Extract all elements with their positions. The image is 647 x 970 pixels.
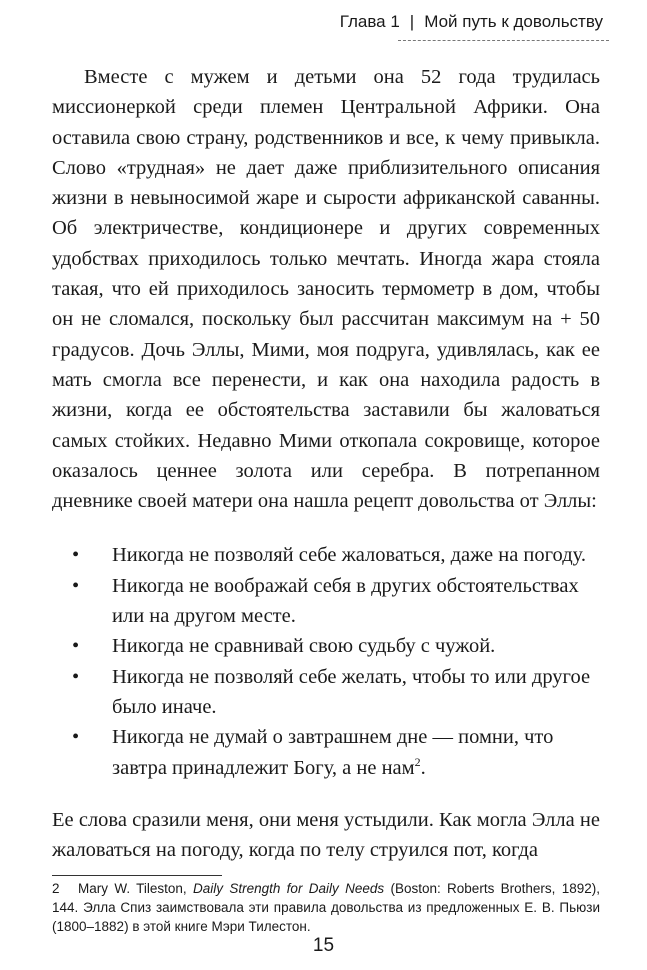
list-item bbox=[72, 662, 600, 723]
page-body bbox=[52, 62, 600, 865]
paragraph-intro: Вместе с мужем и детьми она 52 года трудилась миссионеркой среди племен Центральной Африки. Она оставила свою страну, родственников и все, к чему привыкла. Слово «трудная» не дает даже приблизительного описания жизни в невыносимой жаре и сырости африканской саванны. Об электричестве, кондиционере и других современных удобствах приходилось только мечтать. Иногда жара стояла такая, что ей приходилось заносить термометр в дом, чтобы он не сломался, поскольку был рассчитан максимум на + 50 градусов. Дочь Эллы, Мими, моя подруга, удивлялась, как ее мать смогла все перенести, и как она находила радость в жизни, когда ее обстоятельства заставили бы жаловаться самых стойких. Недавно Мими откопала сокровище, которое оказалось ценнее золота или серебра. В потрепанном дневнике своей матери она нашла рецепт довольства от Эллы: bbox=[52, 66, 600, 513]
list-item-text: Никогда не думай о завтрашнем дне — помни, что завтра принадлежит Богу, а не нам bbox=[112, 726, 554, 779]
running-header bbox=[340, 12, 603, 32]
footnote bbox=[52, 879, 600, 936]
list-item-end-period: . bbox=[420, 756, 426, 779]
bullet-icon: • bbox=[72, 574, 80, 597]
footnote-number: 2 bbox=[52, 881, 60, 896]
footnote-author: Mary W. Tileston, bbox=[78, 881, 193, 896]
chapter-label: Глава 1 bbox=[339, 12, 400, 31]
page-number: 15 bbox=[312, 935, 335, 956]
bullet-icon: • bbox=[72, 544, 80, 567]
list-item bbox=[72, 631, 600, 661]
rules-list bbox=[52, 540, 600, 782]
paragraph-closing: Ее слова сразили меня, они меня устыдили. Как могла Элла не жаловаться на погоду, когда по телу струился пот, когда bbox=[52, 808, 600, 862]
header-rule bbox=[398, 40, 609, 41]
footnote-text: (Boston: Roberts Brothers, 1892), 144. Элла Спиз заимствовала эти правила довольства из предложенных Е. В. Пьюзи (1800–1882) в этой книге Мэри Тилестон. bbox=[52, 881, 601, 934]
bullet-icon: • bbox=[72, 726, 80, 749]
list-item-text: Никогда не воображай себя в других обстоятельствах или на другом месте. bbox=[112, 574, 579, 628]
list-item-text: Никогда не позволяй себе желать, чтобы то или другое было иначе. bbox=[112, 665, 591, 718]
footnote-ref[interactable]: 2 bbox=[414, 754, 421, 769]
list-item bbox=[72, 722, 600, 783]
chapter-title: Мой путь к довольству bbox=[424, 12, 603, 31]
bullet-icon: • bbox=[72, 635, 80, 658]
footnote-book-title: Daily Strength for Daily Needs bbox=[193, 881, 385, 896]
list-item bbox=[72, 540, 600, 570]
footnote-rule bbox=[52, 875, 222, 876]
list-item bbox=[72, 571, 600, 632]
list-item-text: Никогда не сравнивай свою судьбу с чужой. bbox=[112, 635, 496, 658]
header-separator: | bbox=[409, 12, 415, 31]
list-item-text: Никогда не позволяй себе жаловаться, даже на погоду. bbox=[112, 544, 586, 567]
bullet-icon: • bbox=[72, 665, 80, 688]
